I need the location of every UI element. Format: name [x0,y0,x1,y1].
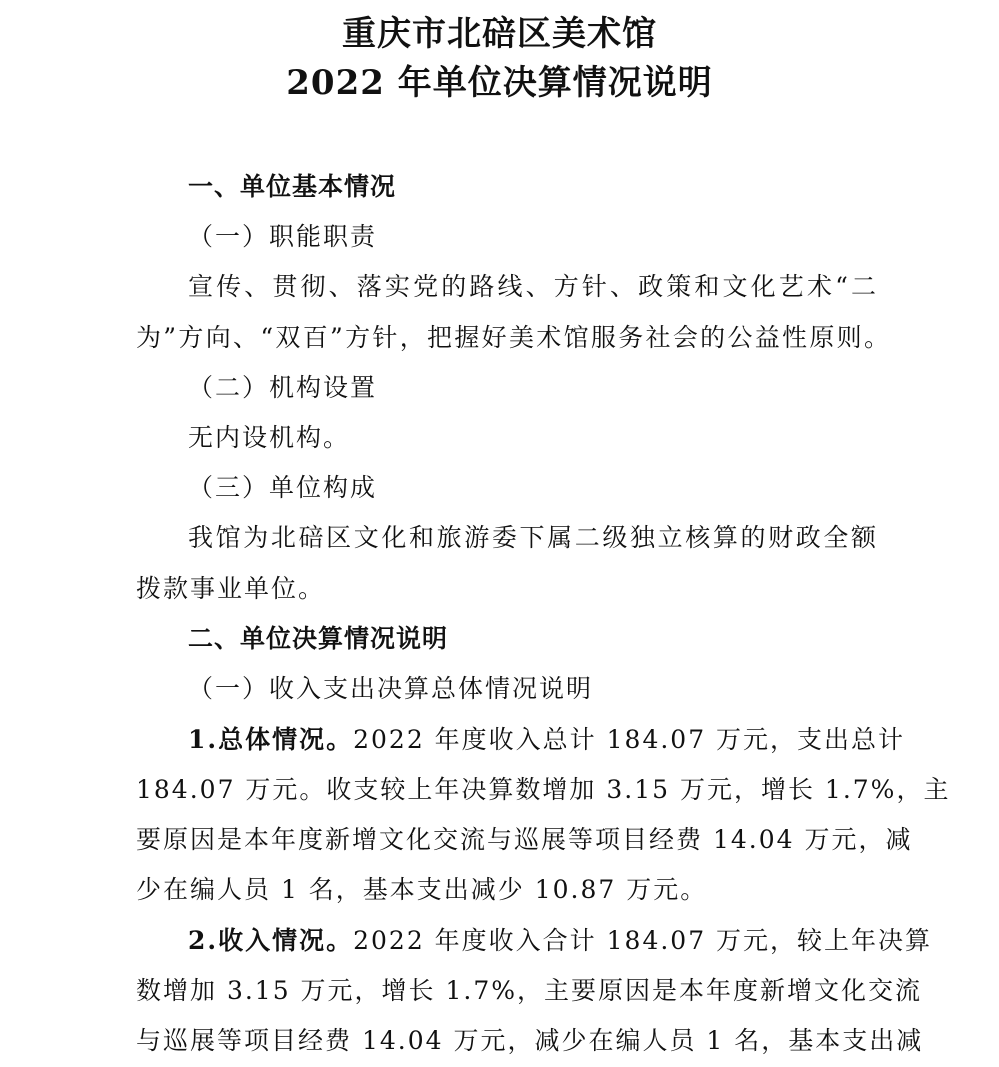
item-2-line-2: 数增加 3.15 万元，增长 1.7%，主要原因是本年度新增文化交流 [136,976,923,1005]
item-2-line-3: 与巡展等项目经费 14.04 万元，减少在编人员 1 名，基本支出减 [136,1026,924,1055]
subsection-1-paragraph-line-2: 为”方向、“双百”方针，把握好美术馆服务社会的公益性原则。 [136,323,891,352]
item-1-line-4: 少在编人员 1 名，基本支出减少 10.87 万元。 [136,875,708,904]
subsection-3-paragraph-line-1: 我馆为北碚区文化和旅游委下属二级独立核算的财政全额 [188,523,878,552]
subsection-1-heading: （一）职能职责 [188,222,378,251]
item-1-line-1 [188,724,906,756]
section-1-heading: 一、单位基本情况 [188,172,397,201]
item-2-line-1-text: 2022 年度收入合计 184.07 万元，较上年决算 [353,926,933,955]
section-2-subsection-1-heading: （一）收入支出决算总体情况说明 [188,674,594,703]
item-2-line-1 [188,925,933,957]
subsection-2-heading: （二）机构设置 [188,373,378,402]
item-2-label: 2.收入情况。 [188,926,354,955]
item-1-line-2: 184.07 万元。收支较上年决算数增加 3.15 万元，增长 1.7%，主 [136,775,951,804]
subsection-3-heading: （三）单位构成 [188,473,378,502]
document-title-line-1: 重庆市北碚区美术馆 [342,14,657,54]
section-2-heading: 二、单位决算情况说明 [188,624,449,653]
item-1-line-1-text: 2022 年度收入总计 184.07 万元，支出总计 [353,725,906,754]
subsection-2-paragraph: 无内设机构。 [188,423,351,452]
subsection-1-paragraph-line-1: 宣传、贯彻、落实党的路线、方针、政策和文化艺术“二 [188,272,878,301]
item-1-line-3: 要原因是本年度新增文化交流与巡展等项目经费 14.04 万元，减 [136,825,913,854]
document-title-line-2: 2022 年单位决算情况说明 [286,63,713,103]
subsection-3-paragraph-line-2: 拨款事业单位。 [136,574,326,603]
item-1-label: 1.总体情况。 [188,725,354,754]
